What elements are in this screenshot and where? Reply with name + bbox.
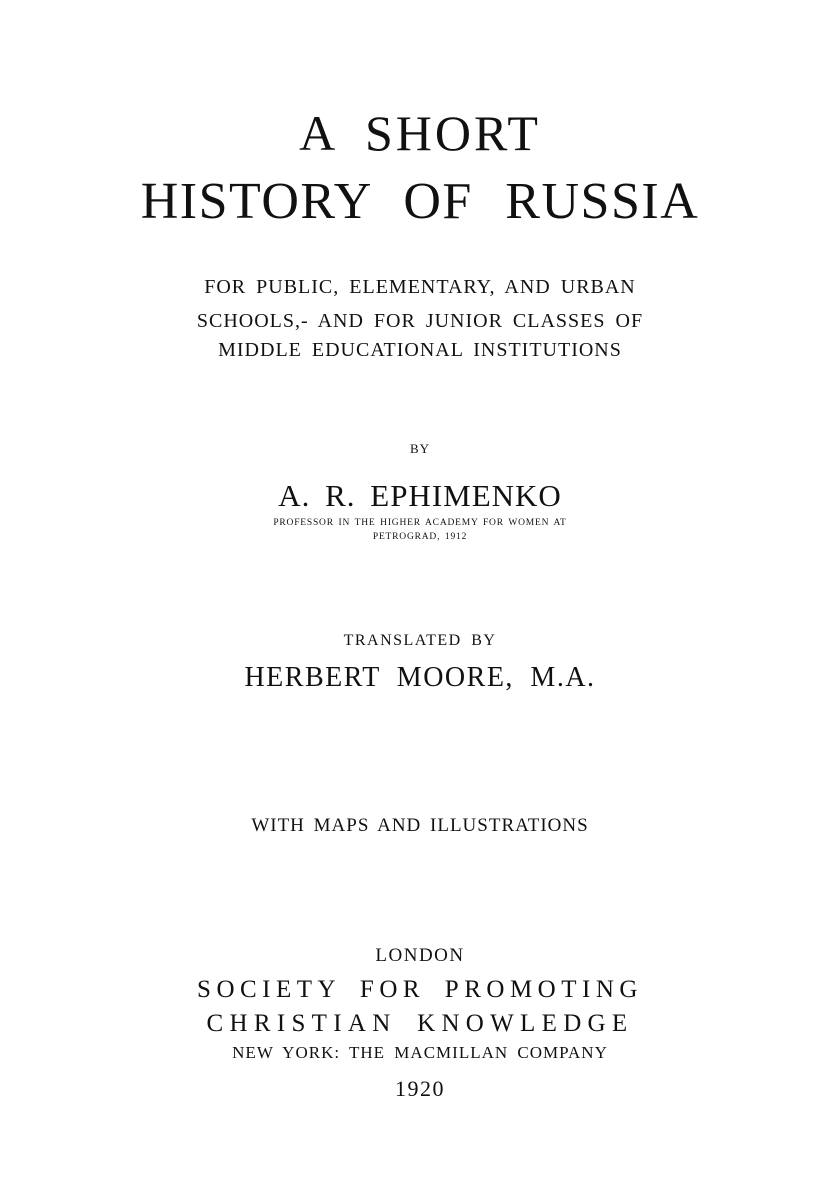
publication-year: 1920 <box>395 1076 445 1101</box>
subtitle-line-2: SCHOOLS,- AND FOR JUNIOR CLASSES OF <box>196 310 644 332</box>
by-label: BY <box>409 441 431 456</box>
publisher-name-line-2: CHRISTIAN KNOWLEDGE <box>206 1010 634 1037</box>
publisher-city: LONDON <box>375 945 465 966</box>
co-publisher: NEW YORK: THE MACMILLAN COMPANY <box>232 1043 608 1062</box>
publisher-name-line-1: SOCIETY FOR PROMOTING <box>197 976 643 1003</box>
book-title-line-1: A SHORT <box>299 105 541 161</box>
author-credentials-line-1: PROFESSOR IN THE HIGHER ACADEMY FOR WOMEN AT <box>273 518 567 528</box>
maps-and-illustrations-note: WITH MAPS AND ILLUSTRATIONS <box>251 815 589 836</box>
author-name: A. R. EPHIMENKO <box>278 478 562 513</box>
book-title-line-2: HISTORY OF RUSSIA <box>140 173 700 230</box>
translator-name: HERBERT MOORE, M.A. <box>244 662 596 693</box>
author-credentials-line-2: PETROGRAD, 1912 <box>372 532 468 542</box>
subtitle-line-3: MIDDLE EDUCATIONAL INSTITUTIONS <box>218 339 622 361</box>
subtitle-line-1: FOR PUBLIC, ELEMENTARY, AND URBAN <box>204 276 636 298</box>
translated-by-label: TRANSLATED BY <box>343 632 497 649</box>
